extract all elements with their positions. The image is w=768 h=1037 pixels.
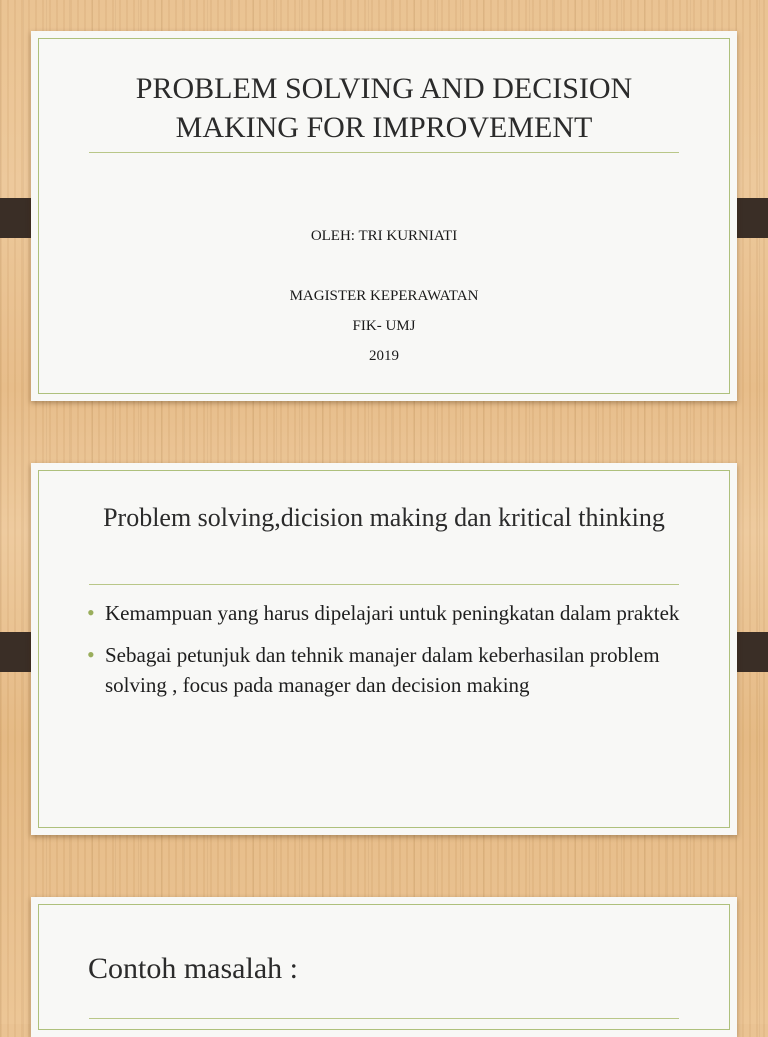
slide-3-divider xyxy=(89,1018,679,1019)
slide-1-year: 2019 xyxy=(369,348,399,364)
slide-2-divider xyxy=(89,584,679,585)
bullet-text: Kemampuan yang harus dipelajari untuk peningkatan dalam praktek xyxy=(105,601,680,625)
slide-2-title: Problem solving,dicision making dan kritical thinking xyxy=(103,503,665,532)
slide-1-faculty: FIK- UMJ xyxy=(352,318,416,334)
slide-2[interactable] xyxy=(31,463,737,835)
slide-1-program: MAGISTER KEPERAWATAN xyxy=(289,288,479,304)
slide-1-divider xyxy=(89,152,679,153)
slide-1-author: OLEH: TRI KURNIATI xyxy=(310,228,458,244)
bullet-item xyxy=(87,640,687,700)
bullet-text: Sebagai petunjuk dan tehnik manajer dalam keberhasilan problem solving , focus pada manager dan decision making xyxy=(105,643,660,697)
bullet-dot-icon: • xyxy=(87,642,95,667)
slide-1[interactable] xyxy=(31,31,737,401)
bullet-dot-icon: • xyxy=(87,600,95,625)
slide-3[interactable] xyxy=(31,897,737,1037)
slide-2-bullet-list xyxy=(87,598,687,712)
slide-1-title: PROBLEM SOLVING AND DECISION MAKING FOR IMPROVEMENT xyxy=(135,72,633,144)
bullet-item xyxy=(87,598,687,628)
slide-3-title: Contoh masalah : xyxy=(88,952,298,985)
